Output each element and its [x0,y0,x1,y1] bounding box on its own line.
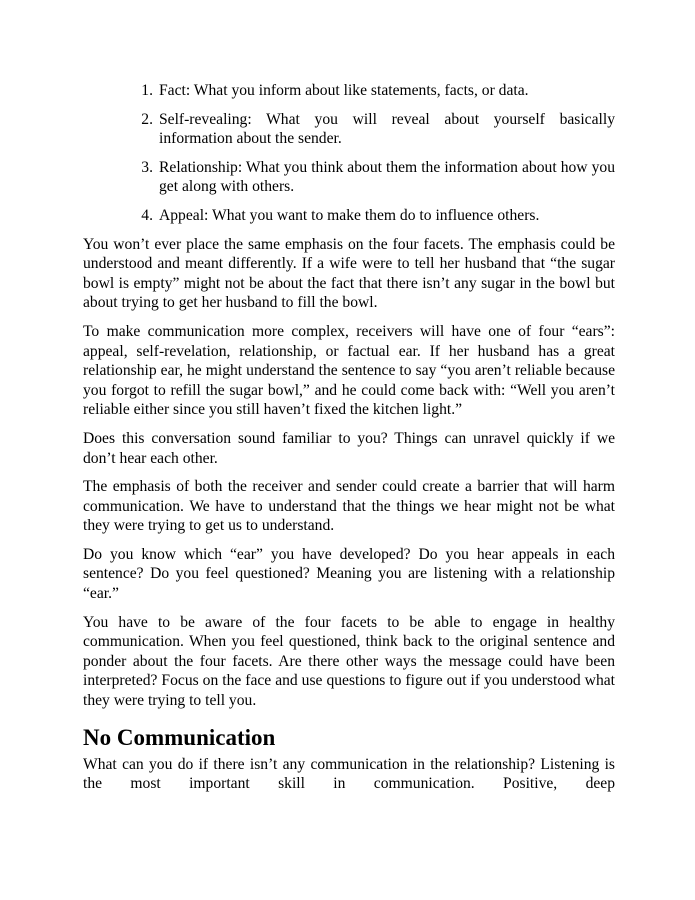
page-content [83,81,615,794]
list-item-text: Relationship: What you think about them the information about how you get along with others. [159,158,615,196]
body-paragraph: You have to be aware of the four facets to be able to engage in healthy communication. When you feel questioned, think back to the original sentence and ponder about the four facets. Are there other ways the message could have been interpreted? Focus on the face and use questions to figure out if you understood what they were trying to tell you. [83,613,615,710]
list-item-number: 4. [141,206,153,224]
list-item-number: 2. [141,110,153,128]
body-paragraph: Do you know which “ear” you have developed? Do you hear appeals in each sentence? Do you feel questioned? Meaning you are listening with a relationship “ear.” [83,545,615,603]
section-paragraph: What can you do if there isn’t any communication in the relationship? Listening is the most important skill in communication. Positive, deep [83,755,615,793]
section-heading: No Communication [83,724,276,750]
body-paragraph: You won’t ever place the same emphasis on the four facets. The emphasis could be understood and meant differently. If a wife were to tell her husband that “the sugar bowl is empty” might not be about the fact that there isn’t any sugar in the bowl but about trying to get her husband to fill the bowl. [83,235,615,312]
body-paragraph: The emphasis of both the receiver and sender could create a barrier that will harm communication. We have to understand that the things we hear might not be what they were trying to get us to understand. [83,478,615,535]
list-item [83,206,615,226]
list-item [83,158,615,197]
list-item-number: 3. [141,158,153,176]
list-item-text: Fact: What you inform about like statements, facts, or data. [159,82,529,99]
list-item-text: Appeal: What you want to make them do to influence others. [159,206,540,224]
list-item [83,81,615,101]
four-facets-list [83,81,615,226]
list-item-number: 1. [141,82,153,99]
list-item [83,110,615,149]
body-paragraph: Does this conversation sound familiar to you? Things can unravel quickly if we don’t hear each other. [83,429,615,467]
body-paragraph: To make communication more complex, receivers will have one of four “ears”: appeal, self-revelation, relationship, or factual ear. If her husband has a great relationship ear, he might understand the sentence to say “you aren’t reliable because you forgot to refill the sugar bowl,” and he could come back with: “Well you aren’t reliable either since you still haven’t fixed the kitchen light.” [83,322,615,419]
list-item-text: Self-revealing: What you will reveal about yourself basically information about the sender. [159,110,615,148]
